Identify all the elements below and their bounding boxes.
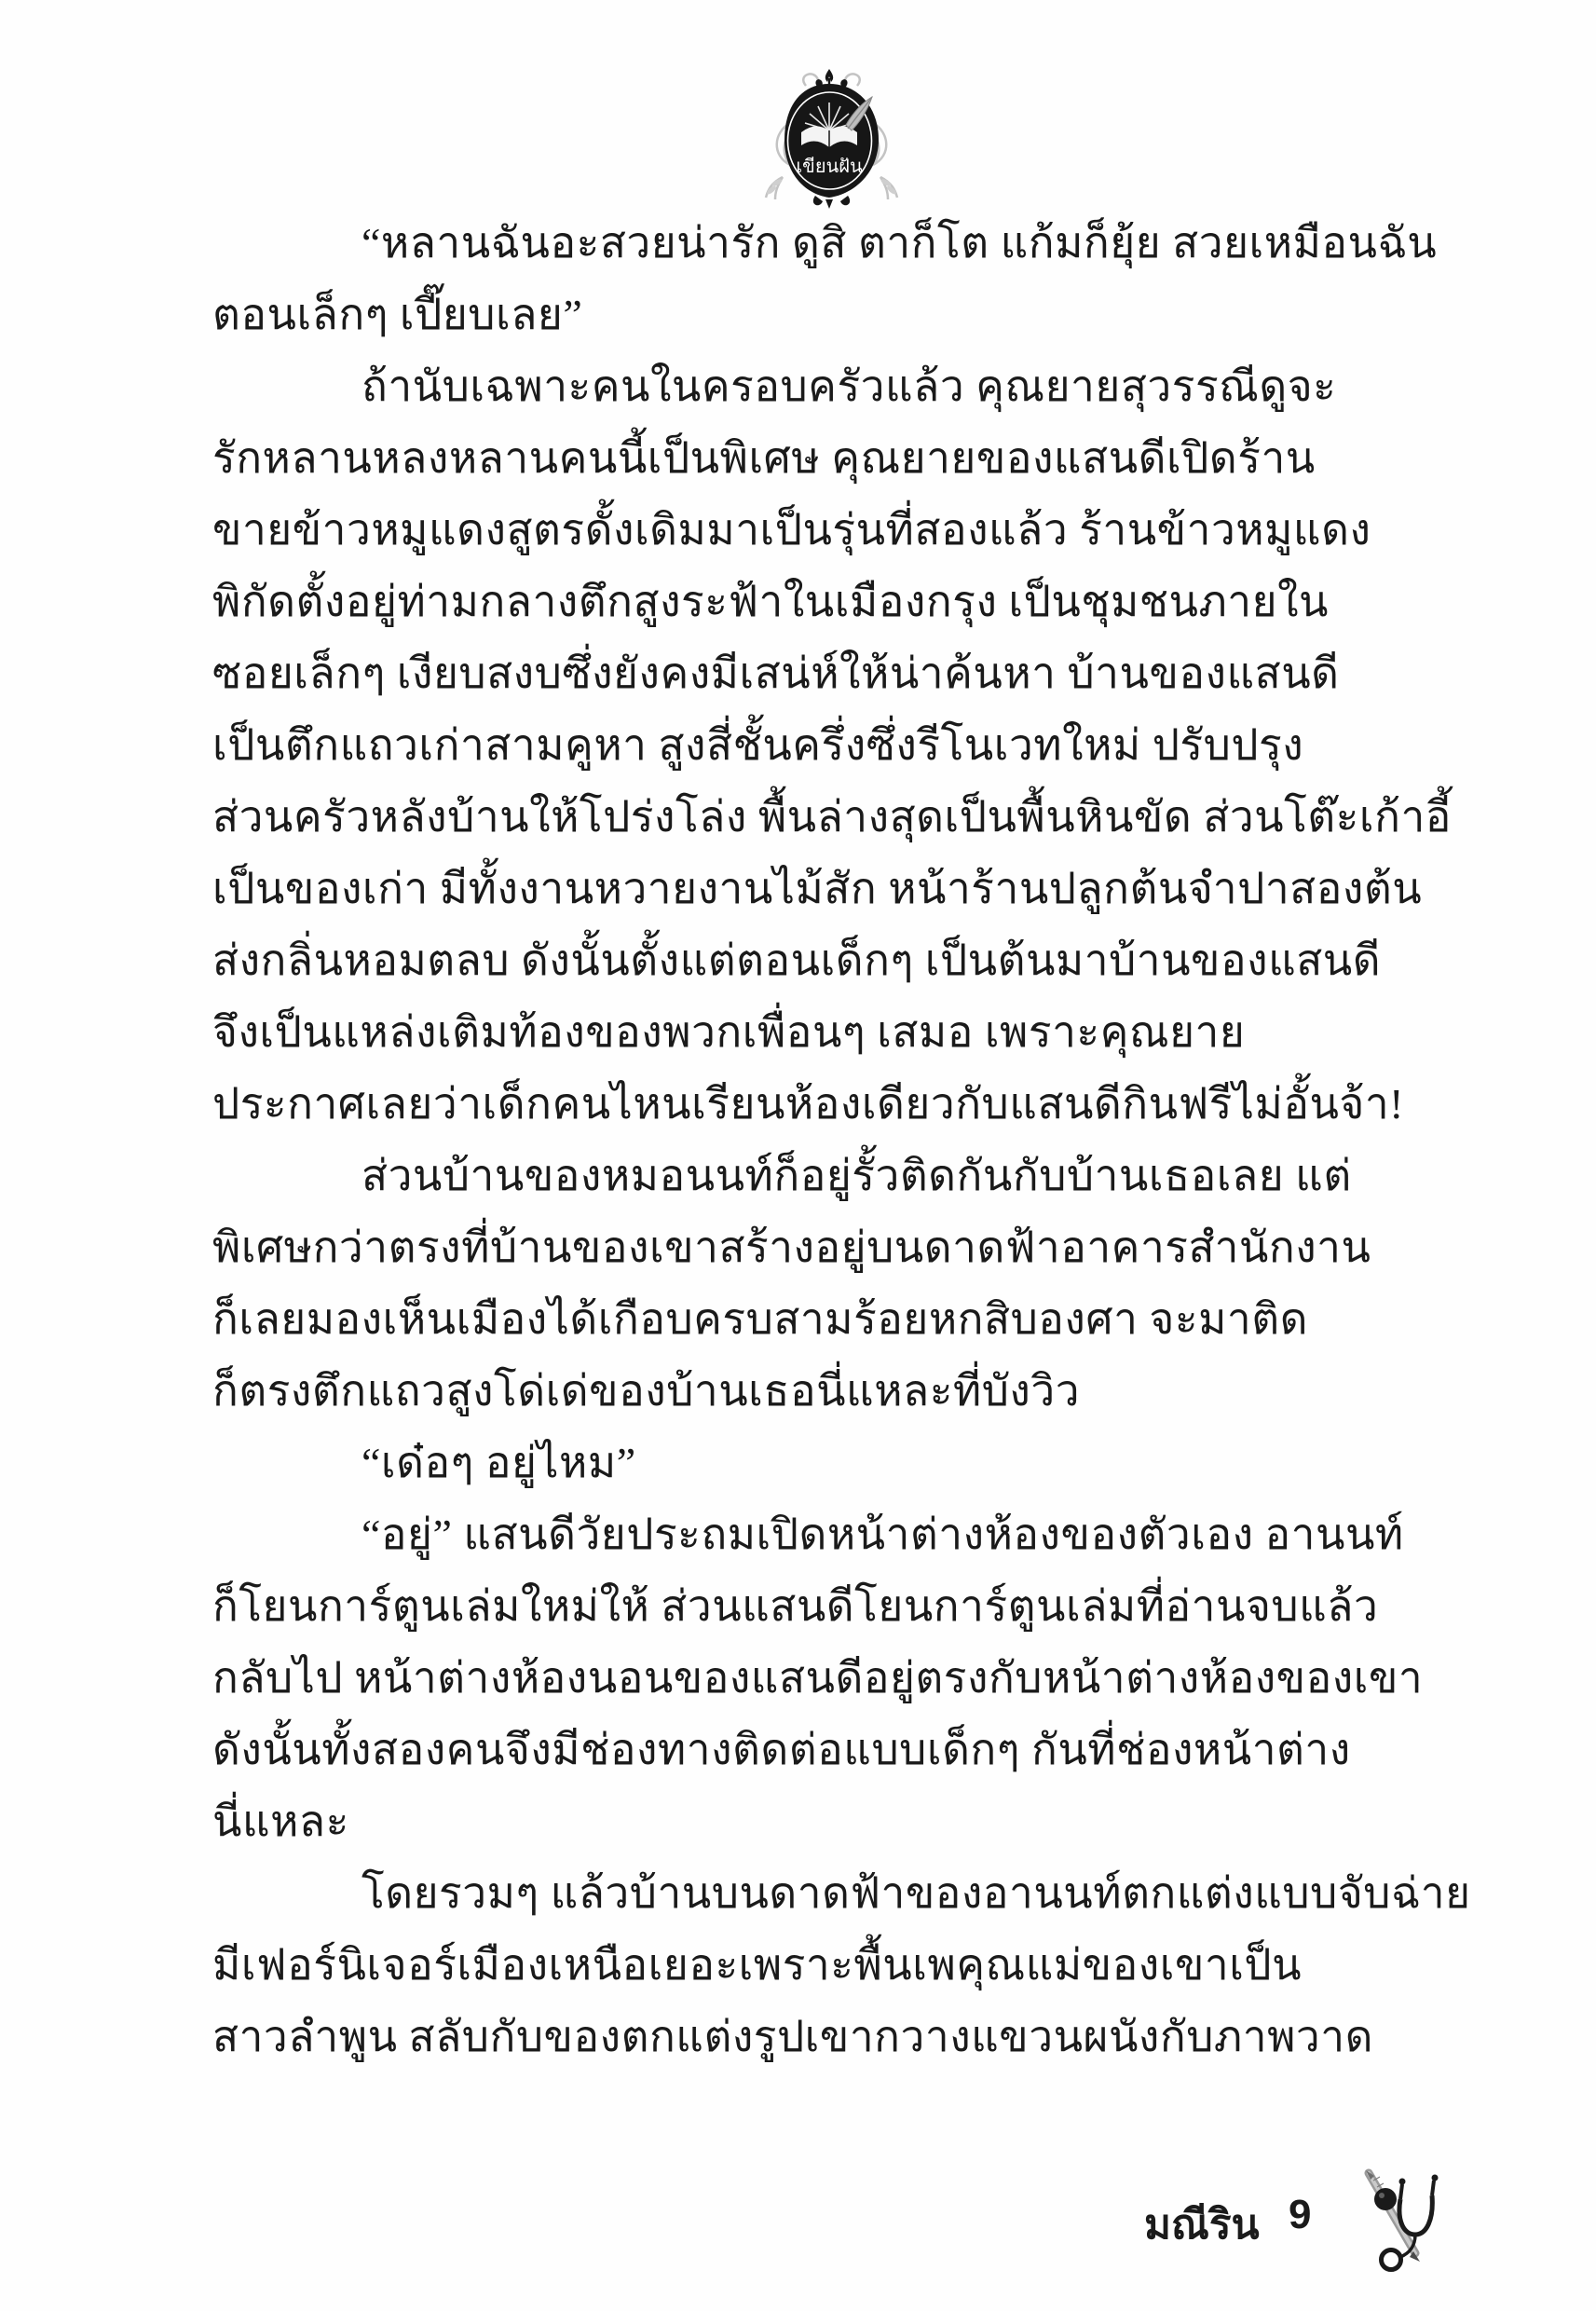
paragraph (212, 1857, 1471, 2072)
text-line: พิกัดตั้งอยู่ท่ามกลางตึกสูงระฟ้าในเมืองกรุง เป็นชุมชนภายใน (212, 578, 1329, 625)
paragraph (212, 1140, 1410, 1427)
text-line: มีเฟอร์นิเจอร์เมืองเหนือเยอะเพราะพื้นเพคุณแม่ของเขาเป็น (212, 1941, 1303, 1989)
paragraph (212, 1427, 1410, 1498)
text-line: ถ้านับเฉพาะคนในครอบครัวแล้ว คุณยายสุวรรณีดูจะ (361, 362, 1337, 410)
text-line: นี่แหละ (212, 1798, 349, 1845)
stethoscope-pen-icon (1348, 2167, 1441, 2272)
text-line: ส่วนครัวหลังบ้านให้โปร่งโล่ง พื้นล่างสุดเป็นพื้นหินขัด ส่วนโต๊ะเก้าอี้ (212, 793, 1452, 841)
text-line: “อยู่” แสนดีวัยประถมเปิดหน้าต่างห้องของตัวเอง อานนท์ (361, 1511, 1404, 1558)
publisher-name: เขียนฝัน (796, 157, 863, 177)
text-line: ซอยเล็กๆ เงียบสงบซึ่งยังคงมีเสน่ห์ให้น่าค้นหา บ้านของแสนดี (212, 650, 1340, 697)
text-line: พิเศษกว่าตรงที่บ้านของเขาสร้างอยู่บนดาดฟ้าอาคารสำนักงาน (212, 1224, 1371, 1271)
text-line: ก็โยนการ์ตูนเล่มใหม่ให้ ส่วนแสนดีโยนการ์ตูนเล่มที่อ่านจบแล้ว (212, 1582, 1379, 1630)
paragraph (212, 350, 1452, 1140)
text-line: ส่งกลิ่นหอมตลบ ดังนั้นตั้งแต่ตอนเด็กๆ เป็นต้นมาบ้านของแสนดี (212, 937, 1382, 984)
text-line: กลับไป หน้าต่างห้องนอนของแสนดีอยู่ตรงกับหน้าต่างห้องของเขา (212, 1654, 1424, 1702)
text-line: โดยรวมๆ แล้วบ้านบนดาดฟ้าของอานนท์ตกแต่งแบบจับฉ่าย (361, 1869, 1471, 1917)
text-line: ดังนั้นทั้งสองคนจึงมีช่องทางติดต่อแบบเด็กๆ กันที่ช่องหน้าต่าง (212, 1726, 1351, 1773)
text-line: “หลานฉันอะสวยน่ารัก ดูสิ ตาก็โต แก้มก็ยุ้ย สวยเหมือนฉัน (361, 219, 1438, 267)
book-title: มณีริน (1144, 2202, 1260, 2248)
publisher-emblem-icon (764, 67, 899, 212)
text-line: สาวลำพูน สลับกับของตกแต่งรูปเขากวางแขวนผนังกับภาพวาด (212, 2013, 1373, 2060)
text-line: รักหลานหลงหลานคนนี้เป็นพิเศษ คุณยายของแสนดีเปิดร้าน (212, 434, 1316, 482)
paragraph (212, 207, 1438, 350)
text-line: ตอนเล็กๆ เปี๊ยบเลย” (212, 291, 583, 338)
page-footer (0, 2171, 1596, 2274)
text-line: เป็นตึกแถวเก่าสามคูหา สูงสี่ชั้นครึ่งซึ่งรีโนเวทใหม่ ปรับปรุง (212, 721, 1304, 769)
body-text (212, 207, 1471, 2072)
text-line: เป็นของเก่า มีทั้งงานหวายงานไม้สัก หน้าร้านปลูกต้นจำปาสองต้น (212, 865, 1423, 912)
paragraph (212, 1498, 1424, 1857)
text-line: ส่วนบ้านของหมอนนท์ก็อยู่รั้วติดกันกับบ้านเธอเลย แต่ (361, 1152, 1352, 1199)
page-number: 9 (1289, 2192, 1312, 2237)
text-line: ก็ตรงตึกแถวสูงโด่เด่ของบ้านเธอนี่แหละที่บังวิว (212, 1367, 1081, 1415)
text-line: จึงเป็นแหล่งเติมท้องของพวกเพื่อนๆ เสมอ เพราะคุณยาย (212, 1008, 1246, 1056)
publisher-logo (764, 67, 899, 212)
text-line: ขายข้าวหมูแดงสูตรดั้งเดิมมาเป็นรุ่นที่สองแล้ว ร้านข้าวหมูแดง (212, 506, 1371, 554)
text-line: ประกาศเลยว่าเด็กคนไหนเรียนห้องเดียวกับแสนดีกินฟรีไม่อั้นจ้า! (212, 1080, 1404, 1128)
text-line: ก็เลยมองเห็นเมืองได้เกือบครบสามร้อยหกสิบองศา จะมาติด (212, 1295, 1308, 1343)
text-line: “เด๋อๆ อยู่ไหม” (361, 1439, 636, 1486)
